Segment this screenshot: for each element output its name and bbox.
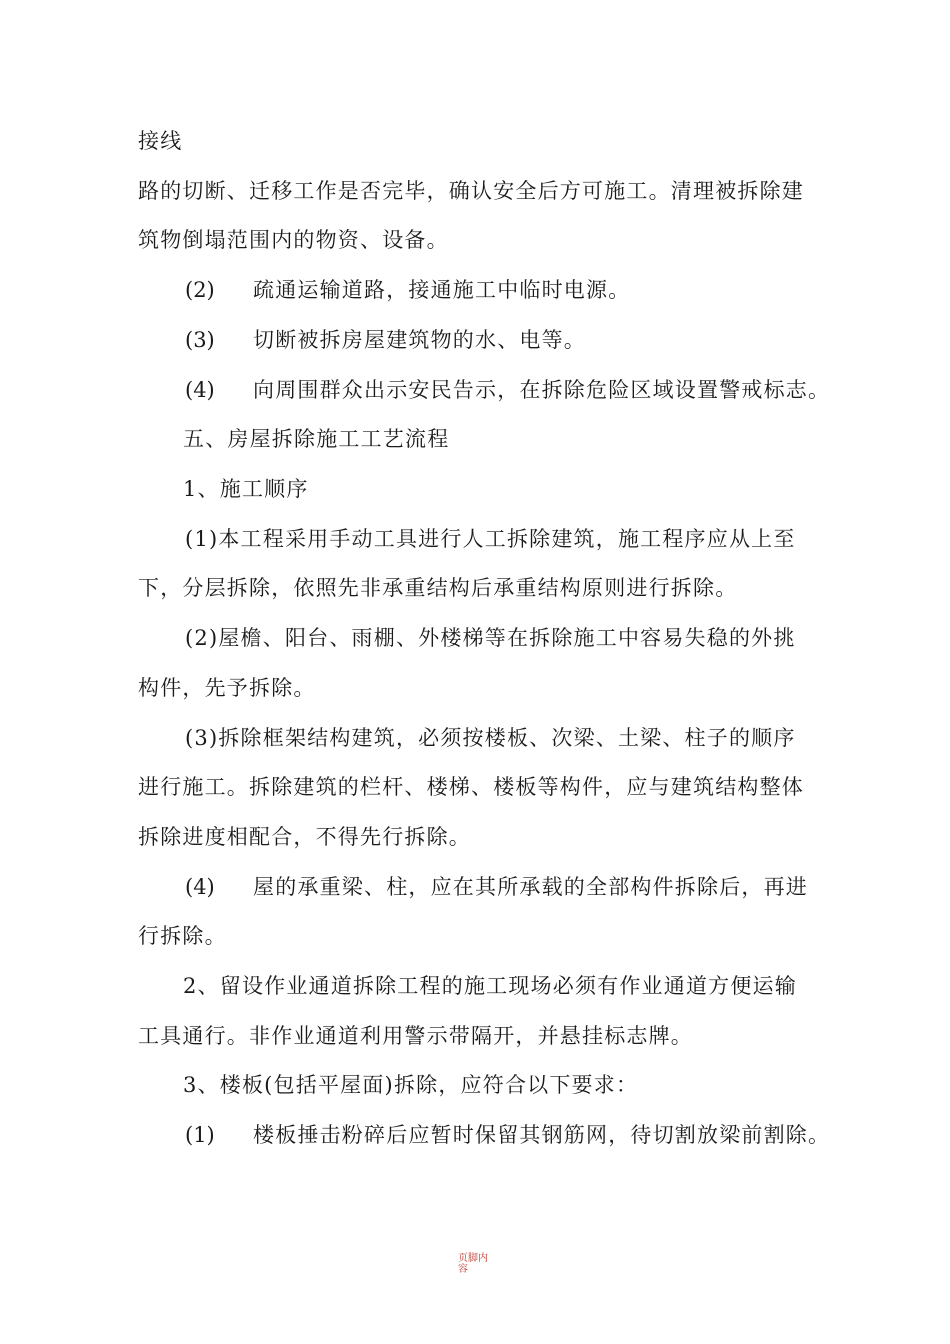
subsection-heading: 1、施工顺序 <box>183 477 309 501</box>
paragraph-line: 下，分层拆除，依照先非承重结构后承重结构原则进行拆除。 <box>138 576 738 600</box>
subsection-heading: 3、楼板(包括平屋面)拆除，应符合以下要求： <box>183 1073 639 1097</box>
item-number: (1) <box>185 1123 215 1147</box>
paragraph-line: 进行施工。拆除建筑的栏杆、楼梯、楼板等构件，应与建筑结构整体 <box>138 775 804 799</box>
paragraph-line: 筑物倒塌范围内的物资、设备。 <box>138 228 449 252</box>
item-text: 切断被拆房屋建筑物的水、电等。 <box>253 328 586 352</box>
paragraph-line: (2)屋檐、阳台、雨棚、外楼梯等在拆除施工中容易失稳的外挑 <box>185 626 796 650</box>
item-number: (2) <box>185 278 215 302</box>
item-text: 疏通运输道路，接通施工中临时电源。 <box>253 278 631 302</box>
paragraph-line: 2、留设作业通道拆除工程的施工现场必须有作业通道方便运输 <box>183 974 797 998</box>
item-number: (3) <box>185 328 215 352</box>
paragraph-line: 工具通行。非作业通道利用警示带隔开，并悬挂标志牌。 <box>138 1024 693 1048</box>
item-text: 向周围群众出示安民告示，在拆除危险区域设置警戒标志。 <box>253 378 831 402</box>
paragraph-line: 接线 <box>138 129 183 153</box>
paragraph-line: 构件，先予拆除。 <box>138 676 316 700</box>
paragraph-line: (1)本工程采用手动工具进行人工拆除建筑，施工程序应从上至 <box>185 527 796 551</box>
item-text: 屋的承重梁、柱，应在其所承载的全部构件拆除后，再进 <box>253 875 808 899</box>
item-number: (4) <box>185 378 215 402</box>
section-heading: 五、房屋拆除施工工艺流程 <box>183 427 450 451</box>
paragraph-line: 行拆除。 <box>138 924 227 948</box>
item-text: 楼板捶击粉碎后应暂时保留其钢筋网，待切割放梁前割除。 <box>253 1123 831 1147</box>
paragraph-line: 路的切断、迁移工作是否完毕，确认安全后方可施工。清理被拆除建 <box>138 179 804 203</box>
page-footer: 页脚内容 <box>458 1253 488 1275</box>
item-number: (4) <box>185 875 215 899</box>
paragraph-line: (3)拆除框架结构建筑，必须按楼板、次梁、土梁、柱子的顺序 <box>185 726 796 750</box>
paragraph-line: 拆除进度相配合，不得先行拆除。 <box>138 825 471 849</box>
